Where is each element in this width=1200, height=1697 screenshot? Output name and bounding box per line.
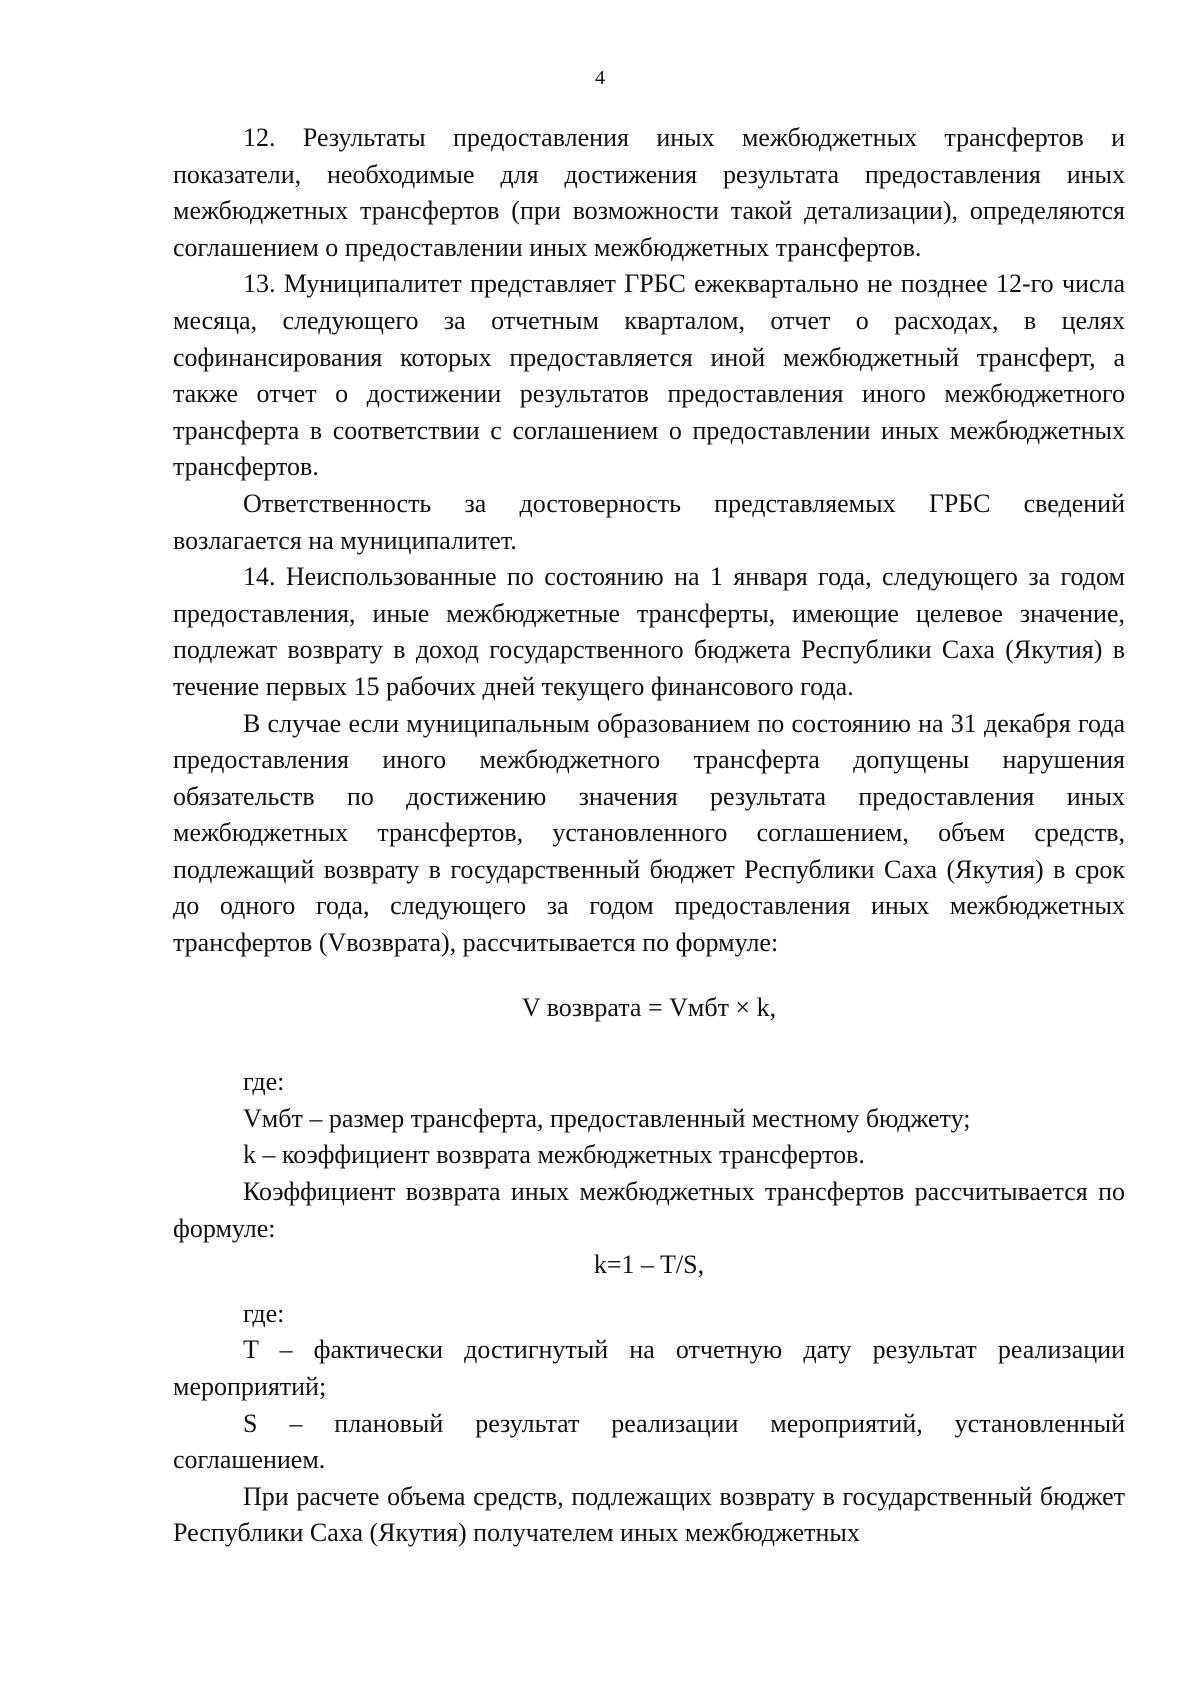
paragraph-14: 14. Неиспользованные по состоянию на 1 января года, следующего за годом предоставления, иные межбюджетные трансферты, имеющие целевое значение, подлежат возврату в доход государственного бюджета Республики Саха (Якутия) в течение первых 15 рабочих дней текущего финансового года.: [173, 562, 1125, 701]
definition-s: S – плановый результат реализации мероприятий, установленный соглашением.: [173, 1408, 1125, 1475]
paragraph-14-return-case: В случае если муниципальным образованием по состоянию на 31 декабря года предоставления иного межбюджетного трансферта допущены нарушения обязательств по достижению значения результата предоставления иных межбюджетных трансфертов, установленного соглашением, объем средств, подлежащий возврату в государственный бюджет Республики Саха (Якутия) в срок до одного года, следующего за годом предоставления иных межбюджетных трансфертов (Vвозврата), рассчитывается по формуле:: [173, 708, 1125, 958]
definition-vmbt: Vмбт – размер трансферта, предоставленный местному бюджету;: [243, 1103, 971, 1133]
definition-t: T – фактически достигнутый на отчетную дату результат реализации мероприятий;: [173, 1335, 1125, 1401]
paragraph-13: 13. Муниципалитет представляет ГРБС ежеквартально не позднее 12-го числа месяца, следующего за отчетным кварталом, отчет о расходах, в целях софинансирования которых предоставляется иной межбюджетный трансферт, а также отчет о достижении результатов предоставления иного межбюджетного трансферта в соответствии с соглашением о предоставлении иных межбюджетных трансфертов.: [173, 269, 1125, 482]
coefficient-intro: Коэффициент возврата иных межбюджетных трансфертов рассчитывается по формуле:: [173, 1177, 1125, 1243]
paragraph-12: 12. Результаты предоставления иных межбюджетных трансфертов и показатели, необходимые для достижения результата предоставления иных межбюджетных трансфертов (при возможности такой детализации), определяются соглашением о предоставлении иных межбюджетных трансфертов.: [173, 123, 1125, 262]
page-number: 4: [595, 67, 605, 89]
formula-k: k=1 – T/S,: [593, 1250, 705, 1280]
paragraph-return-calculation: При расчете объема средств, подлежащих возврату в государственный бюджет Республики Саха (Якутия) получателем иных межбюджетных: [173, 1481, 1125, 1548]
formula-v-return: V возврата = Vмбт × k,: [521, 992, 777, 1022]
paragraph-13-responsibility: Ответственность за достоверность представляемых ГРБС сведений возлагается на муниципалитет.: [173, 488, 1125, 555]
document-body: [173, 120, 1125, 1552]
definition-k: k – коэффициент возврата межбюджетных трансфертов.: [243, 1140, 865, 1170]
where-label-2: где:: [243, 1298, 285, 1328]
where-label-1: где:: [243, 1067, 285, 1097]
